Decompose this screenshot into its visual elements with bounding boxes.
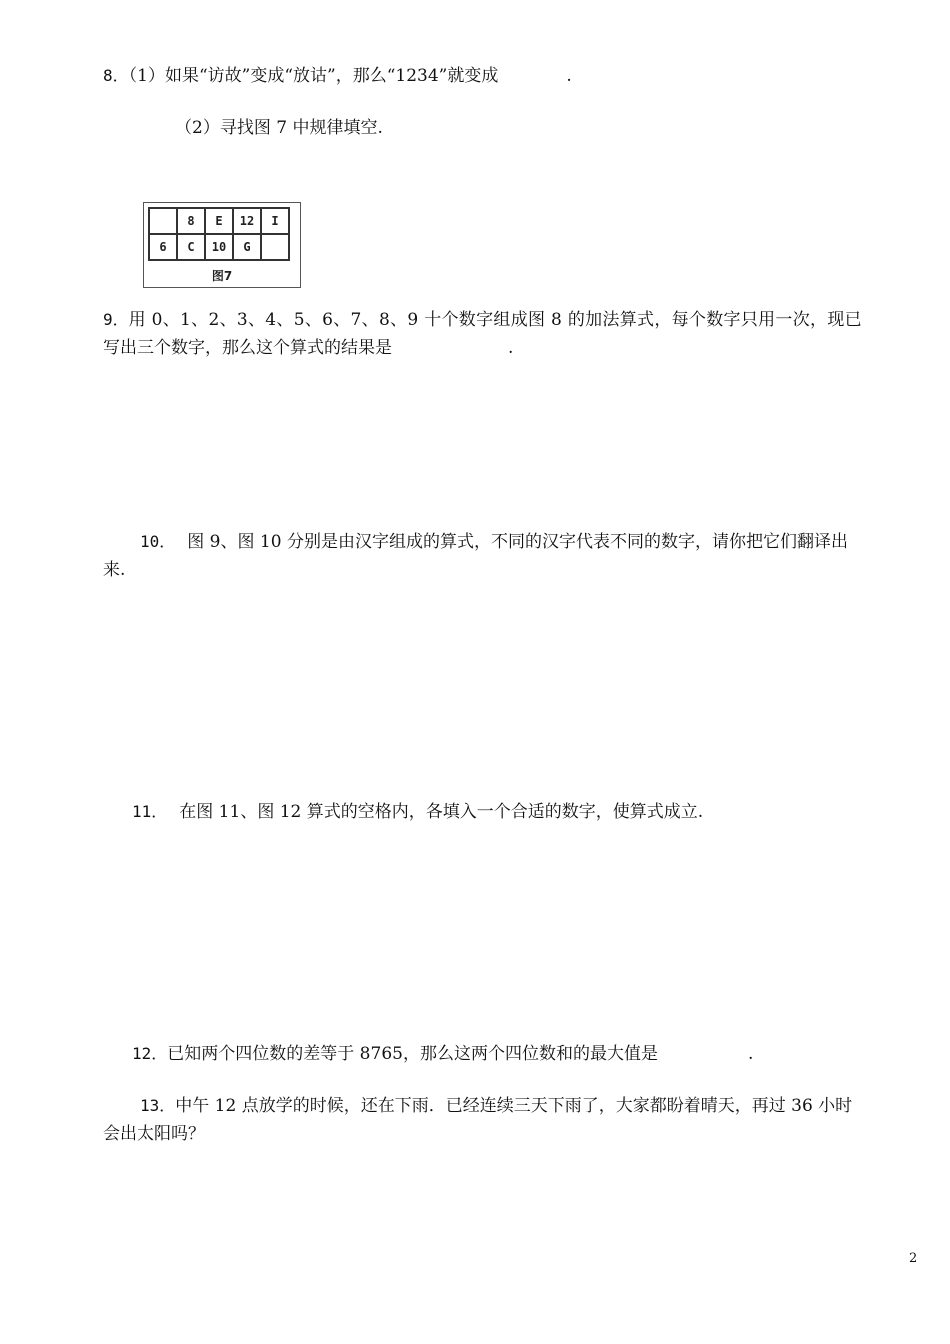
question-11-number: 11． — [132, 802, 168, 821]
question-13-number: 13． — [140, 1096, 176, 1115]
figure-7-cell: 12 — [233, 208, 261, 234]
question-13-text-1: 中午 12 点放学的时候，还在下雨．已经连续三天下雨了，大家都盼着晴天，再过 36 小时 — [175, 1096, 853, 1116]
figure-7-row — [149, 234, 289, 260]
question-11-text: 在图 11、图 12 算式的空格内，各填入一个合适的数字，使算式成立. — [179, 802, 704, 822]
question-8-line1 — [103, 64, 572, 88]
figure-7 — [143, 202, 301, 288]
figure-7-cell: E — [205, 208, 233, 234]
question-10-text-1: 图 9、图 10 分别是由汉字组成的算式，不同的汉字代表不同的数字，请你把它们翻译出 — [187, 532, 848, 552]
figure-7-row — [149, 208, 289, 234]
question-13-line1 — [140, 1094, 852, 1118]
question-10-line2: 来. — [103, 560, 126, 580]
figure-7-cell: 10 — [205, 234, 233, 260]
question-9-end: . — [508, 338, 514, 358]
question-9-text-2: 写出三个数字，那么这个算式的结果是 — [103, 338, 392, 358]
figure-7-grid — [148, 207, 290, 261]
question-12-end: . — [747, 1044, 754, 1064]
page-number: 2 — [909, 1251, 918, 1266]
question-13-line2: 会出太阳吗？ — [103, 1124, 205, 1144]
question-9-line2 — [103, 336, 513, 360]
question-8-end: . — [566, 66, 572, 86]
figure-7-cell: G — [233, 234, 261, 260]
question-12-line — [132, 1042, 753, 1066]
question-9-text-1: 用 0、1、2、3、4、5、6、7、8、9 十个数字组成图 8 的加法算式，每个数字只用一次，现已 — [128, 310, 862, 330]
question-11-line — [132, 800, 703, 824]
question-12-text: 已知两个四位数的差等于 8765，那么这两个四位数和的最大值是 — [167, 1044, 658, 1064]
question-9-line1 — [103, 308, 862, 332]
figure-7-cell — [149, 208, 177, 234]
figure-7-caption: 图7 — [211, 269, 233, 283]
question-10-number: 10． — [140, 532, 176, 551]
figure-7-cell — [261, 234, 289, 260]
question-9-number: 9． — [103, 310, 129, 329]
question-8-number: 8． — [103, 66, 129, 85]
question-12-number: 12． — [132, 1044, 168, 1063]
question-8-part1-text: （1）如果“访故”变成“放诂”，那么“1234”就变成 — [128, 66, 499, 86]
question-8-part2: （2）寻找图 7 中规律填空. — [175, 118, 383, 138]
figure-7-cell: 6 — [149, 234, 177, 260]
figure-7-cell: C — [177, 234, 205, 260]
question-10-line1 — [140, 530, 848, 554]
figure-7-cell: 8 — [177, 208, 205, 234]
figure-7-cell: I — [261, 208, 289, 234]
